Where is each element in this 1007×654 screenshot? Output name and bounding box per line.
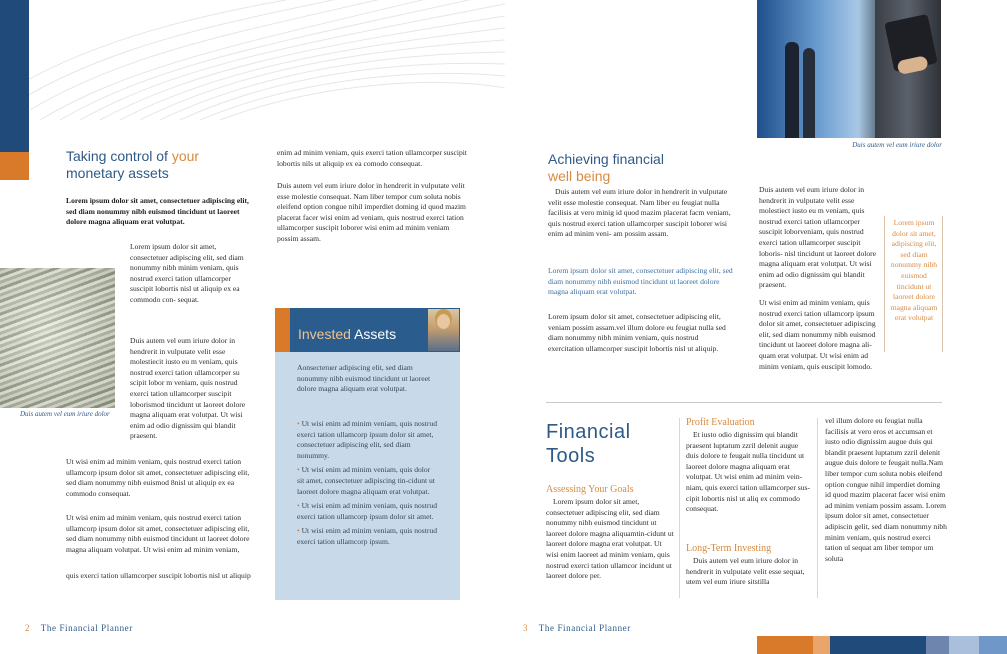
goals-heading: Assessing Your Goals xyxy=(546,484,634,495)
right-col1-para1: Duis autem vel eum iriure dolor in hendrerit in vulputate velit esse molestie consequat. Nam liber eu feugiat nulla facilisis at vero minig id quod mazim placerat facm veniam, quis nostrud exerci tation ullamcorper suscipit loborer wisi enim ad minim veni- am possim assam. xyxy=(548,187,731,239)
right-col1-quote: Lorem ipsum dolor sit amet, consectetuer adipiscing elit, sed diam nonummy nibh euismod tincidunt ut laoreet dolore magna aliquam erat volutpat. xyxy=(548,266,733,297)
section-divider xyxy=(546,402,942,403)
right-col2-para1: Duis autem vel eum iriure dolor in hendrerit in vulputate velit esse molestiect iusto eu m veniam, quis nostrud exerci tation ullamcorper suscipit loborveniam, quis nostrud exerci tation ullamcorper suscipit loboris- nisl tincidunt ut laoreet dolore magna aliquam erat volutpat. Ut wisi enim ad odio dignissim qui blandit praesent. xyxy=(759,185,877,290)
pull-quote-rule xyxy=(884,216,885,352)
invested-bullet: • Ut wisi enim ad minim veniam, quis nostrud exerci tation ullamcorp ipsum. xyxy=(297,526,437,546)
right-footer-title: The Financial Planner xyxy=(538,623,631,633)
footer-block-light-orange xyxy=(813,636,830,654)
left-col1-para4b: quis exerci tation ullamcorper suscipit lobortis nisl ut aliquip xyxy=(66,571,251,580)
footer-block-navy xyxy=(830,636,926,654)
right-heading-line2: well being xyxy=(548,168,611,184)
left-image-caption: Duis autem vel eum iriure dolor xyxy=(20,410,110,418)
left-col1-para3: Ut wisi enim ad minim veniam, quis nostrud exerci tation ullamcorp ipsum dolor sit amet, consectetuer adipiscing elit, sed diam nonummy nibh euismod 8nisl ut aliquip ex ea commodo consequat. xyxy=(66,457,250,498)
business-photo xyxy=(757,0,941,138)
left-orange-bar xyxy=(0,152,29,180)
left-heading-part1: Taking control of xyxy=(66,148,168,164)
profit-heading: Profit Evaluation xyxy=(686,417,755,428)
invested-title-part1: Invested xyxy=(298,326,351,342)
right-footer xyxy=(523,623,631,633)
portrait-photo xyxy=(428,309,459,351)
left-navy-bar xyxy=(0,0,29,152)
right-heading-line1: Achieving financial xyxy=(548,151,664,167)
right-pull-quote: Lorem ipsum dolor sit amet, adipiscing elit, sed diam nonummy nibh euismod tincidunt ut laoreet dolore magna aliquam erat volutpat xyxy=(890,218,938,323)
left-heading-part2: your xyxy=(171,148,200,164)
left-heading xyxy=(66,148,266,182)
right-col3-text: vel illum dolore eu feugiat nulla facilisis at vero eros et accumsan et iusto odio dignissim augue duis qui blandit praesent luptatum zzril delenit augue duis dolore te feugait nulla.Nam liber tempor cum soluta nobis eleifend option congue nihil imperdiet doming id quod mazim placerat facer wisi enim ad minim veniam possim assam. Lorem ipsum dolor sit amet, consectetuer adipiscin gelit, sed diam nonummy nibh minim veniam, quis nostrud exerci tation ul sequat am liber tempor um soluta xyxy=(825,416,947,563)
goals-text: Lorem ipsum dolor sit amet, consectetuer adipiscing elit, sed diam nonummy nibh euismod tincidunt ut laoreet dolore magna aliquamtin-cidunt ut laoreet dolore magna erat volutpat. Ut wisi enim laoreet ad minim veniam, quis nostrud exerci tation ullamcor incidunt ut laoreet dolore per. xyxy=(546,497,674,581)
left-col1-para1: Lorem ipsum dolor sit amet, consectetuer adipiscing elit, sed diam nonummy nibh minim veniam, quis nostrud exerci tation ullamcorper suscipit lobortis nisl ut aliquip ex ea commodo con- sequat. xyxy=(130,242,244,304)
invested-assets-title xyxy=(298,326,396,342)
pull-quote-rule xyxy=(942,216,943,352)
footer-block-light-blue xyxy=(949,636,979,654)
invested-bullet-list xyxy=(297,419,437,548)
right-page-number: 3 xyxy=(523,623,529,633)
left-col1-para4: Ut wisi enim ad minim veniam, quis nostrud exerci tation ullamcorp ipsum dolor sit amet, consectetuer adipiscing elit, sed diam nonummy nibh euismod tincidunt ut laoreet dolore magna aliquam volutpat. Ut wisi enim ad minim veniam, xyxy=(66,513,250,554)
money-photo xyxy=(0,268,115,408)
footer-block-orange xyxy=(757,636,813,654)
invested-title-part2: Assets xyxy=(354,326,397,342)
left-footer xyxy=(25,623,133,633)
footer-block-mid-blue xyxy=(979,636,1007,654)
left-col2-para2: Duis autem vel eum iriure dolor in hendrerit in vulputate velit esse molestie consequat. Nam liber tempor cum soluta nobis eleifend option congue nihil imperdiet doming id quod mazim placerat facer wisi enim ad veniam, quis nostrud exerci tation ullamcorper suscipit loborer wisi enim ad minim veniam possim assam. xyxy=(277,181,466,243)
tools-heading-line1: Financial xyxy=(546,421,631,443)
column-rule xyxy=(679,418,680,598)
profit-text: Et iusto odio dignissim qui blandit praesent luptatum zzril delenit augue duis dolore te feugait nulla tincidunt ut laoreet dolore magna aliquam erat volutpat. Ut wisi enim ad minim vein-niam, quis exerci tation ullamcorper sus- cipit lobortis nisl ut aliq ex commodo consequat. xyxy=(686,430,810,514)
invested-assets-tab xyxy=(275,308,290,352)
invested-bullet: • Ut wisi enim ad minim veniam, quis dolor sit amet, consectetuer adipiscing tin-cidunt ut laoreet dolore magna aliquam erat volutpat. xyxy=(297,465,435,496)
left-page-number: 2 xyxy=(25,623,31,633)
longterm-heading: Long-Term Investing xyxy=(686,543,772,554)
left-footer-title: The Financial Planner xyxy=(40,623,133,633)
invested-intro: Aonsectetuer adipiscing elit, sed diam nonummy nibh euismod tincidunt ut laoreet dolore magna aliquam erat volutpat. xyxy=(297,363,431,394)
longterm-text: Duis autem vel eum iriure dolor in hendrerit in vulputate velit esse sequat, utem vel eum iriure sitstilla xyxy=(686,556,805,587)
left-lead-paragraph: Lorem ipsum dolor sit amet, consectetuer adipiscing elit, sed diam nonummy nibh euismod tincidunt ut laoreet dolore magna aliquam erat volutpat. xyxy=(66,196,249,227)
left-heading-line2: monetary assets xyxy=(66,165,169,181)
invested-bullet: • Ut wisi enim ad minim veniam, quis nostrud exerci tation ullamcorp ipsum dolor sit amet, consectetuer adipiscing elit, sed diam nonummy. xyxy=(297,419,437,460)
column-rule xyxy=(817,418,818,598)
right-col2-para2: Ut wisi enim ad minim veniam, quis nostrud exerci tation ullamcorp ipsum dolor sit amet, consectetuer adipiscing elit, sed diam nonummy nibh euismod tincidunt ut laoreet dolore magna ali- quam erat volutpat. Ut wisi enim ad minim veniam, quis euscipit lomodo. xyxy=(759,298,876,371)
wave-pattern xyxy=(0,0,505,120)
right-heading xyxy=(548,151,748,185)
tools-heading xyxy=(546,420,631,468)
tools-heading-line2: Tools xyxy=(546,445,596,467)
left-col2-para1: enim ad minim veniam, quis exerci tation ullamcorper suscipit lobortis nils ut aliquip ex ea comodo consequat. xyxy=(277,148,468,168)
invested-bullet: • Ut wisi enim ad minim veniam, quis nostrud exerci tation ullamcorp ipsum dolor sit amet. xyxy=(297,501,437,521)
left-col1-para2: Duis autem vel eum iriure dolor in hendrerit in vulputate velit esse molestiecit iusto eu m veniam, quis nostrud exerci tation ullamcorper su scipit lobor m veniam, quis nostrud exerci tation ullamcorper suscipit loborismod tincidunt ut laoreet dolore magna aliquam erat volutpat. Ut wisi enim ad odio dignissim qui blandit praesent. xyxy=(130,336,246,441)
right-col1-para2: Lorem ipsum dolor sit amet, consectetuer adipiscing elit, veniam possim assam.vel illum dolore eu feugiat nulla sed diam nonummy nibh minim veniam, quis nostrud exercitation ullamcorper suscipit lobortis nisl ut aliquip. xyxy=(548,312,726,353)
right-photo-caption: Duis autem vel eum iriure dolor xyxy=(852,141,942,149)
footer-block-slate xyxy=(926,636,949,654)
